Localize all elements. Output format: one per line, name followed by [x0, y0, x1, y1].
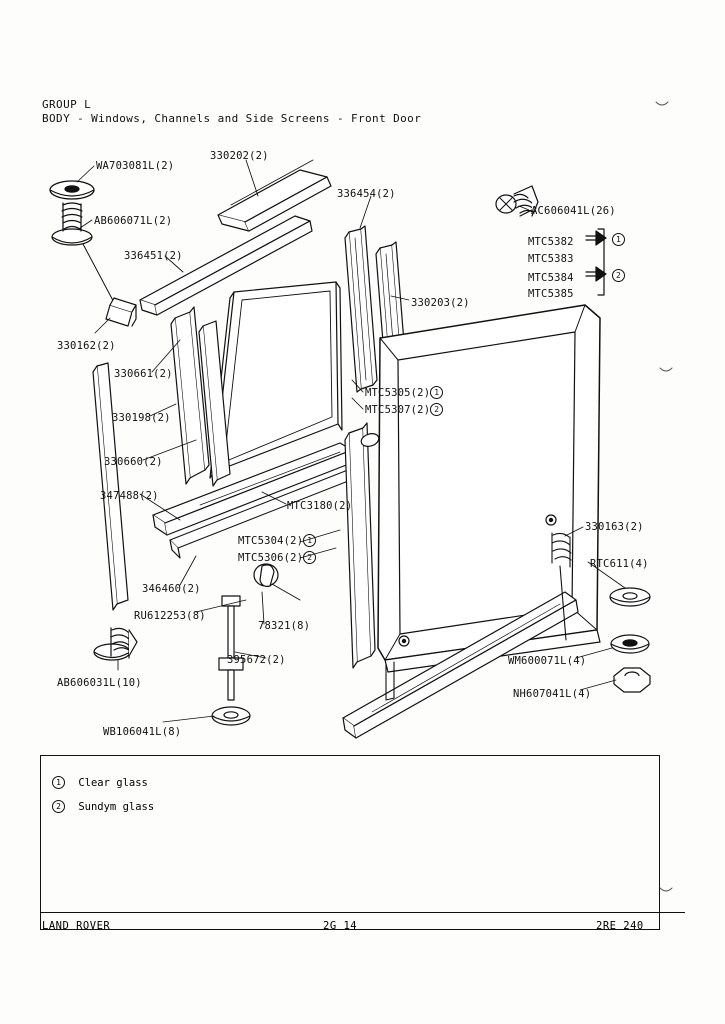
callout-label: MTC5382	[528, 236, 574, 248]
callout-label: 330203(2)	[411, 297, 470, 309]
callout-label: AB606031L(10)	[57, 677, 142, 689]
variant-marker: 1	[430, 386, 443, 399]
footer-page-number: 2G 14	[323, 920, 358, 932]
callout-label: 330202(2)	[210, 150, 269, 162]
variant-marker: 1	[52, 776, 65, 789]
callout-label-circled	[365, 386, 443, 399]
callout-text: MTC5304(2)	[238, 535, 304, 547]
callout-text: MTC5306(2)	[238, 552, 304, 564]
variant-marker: 2	[430, 403, 443, 416]
callout-label: 395672(2)	[227, 654, 286, 666]
callout-label: WA703081L(2)	[96, 160, 175, 172]
page-title: BODY - Windows, Channels and Side Screens - Front Door	[42, 112, 422, 125]
callout-label: MTC5384	[528, 272, 574, 284]
callout-label: AB606071L(2)	[94, 215, 173, 227]
callout-label: 330163(2)	[585, 521, 644, 533]
callout-label-circled	[238, 534, 316, 547]
callout-label: 330661(2)	[114, 368, 173, 380]
bracket-marker-1	[612, 233, 625, 246]
callout-label: 330660(2)	[104, 456, 163, 468]
variant-marker: 2	[612, 269, 625, 282]
callout-label: 336451(2)	[124, 250, 183, 262]
variant-marker: 1	[303, 534, 316, 547]
callout-label: RTC611(4)	[590, 558, 649, 570]
callout-label: 330162(2)	[57, 340, 116, 352]
callout-label: WB106041L(8)	[103, 726, 182, 738]
callout-label: NH607041L(4)	[513, 688, 592, 700]
callout-label: MTC5385	[528, 288, 574, 300]
callout-text: MTC5305(2)	[365, 387, 431, 399]
legend-item	[52, 776, 148, 789]
variant-marker: 1	[612, 233, 625, 246]
legend-item-label: Sundym glass	[78, 801, 155, 813]
callout-label-circled	[238, 551, 316, 564]
callout-label: MTC5383	[528, 253, 574, 265]
legend-divider	[40, 912, 685, 913]
legend-item-label: Clear glass	[78, 777, 148, 789]
variant-marker: 2	[52, 800, 65, 813]
callout-label-circled	[365, 403, 443, 416]
callout-label: RU612253(8)	[134, 610, 206, 622]
callout-label: 336454(2)	[337, 188, 396, 200]
legend-item	[52, 800, 154, 813]
group-label: GROUP L	[42, 98, 92, 111]
callout-label: 346460(2)	[142, 583, 201, 595]
footer-document-code: 2RE 240	[596, 920, 644, 932]
callout-label: 330198(2)	[112, 412, 171, 424]
bracket-marker-2	[612, 269, 625, 282]
callout-label: 78321(8)	[258, 620, 311, 632]
footer-brand: LAND ROVER	[42, 920, 111, 932]
callout-label: 347488(2)	[100, 490, 159, 502]
callout-label: AC606041L(26)	[531, 205, 616, 217]
variant-marker: 2	[303, 551, 316, 564]
callout-text: MTC5307(2)	[365, 404, 431, 416]
callout-label: WM600071L(4)	[508, 655, 587, 667]
callout-label: MTC3180(2)	[287, 500, 353, 512]
